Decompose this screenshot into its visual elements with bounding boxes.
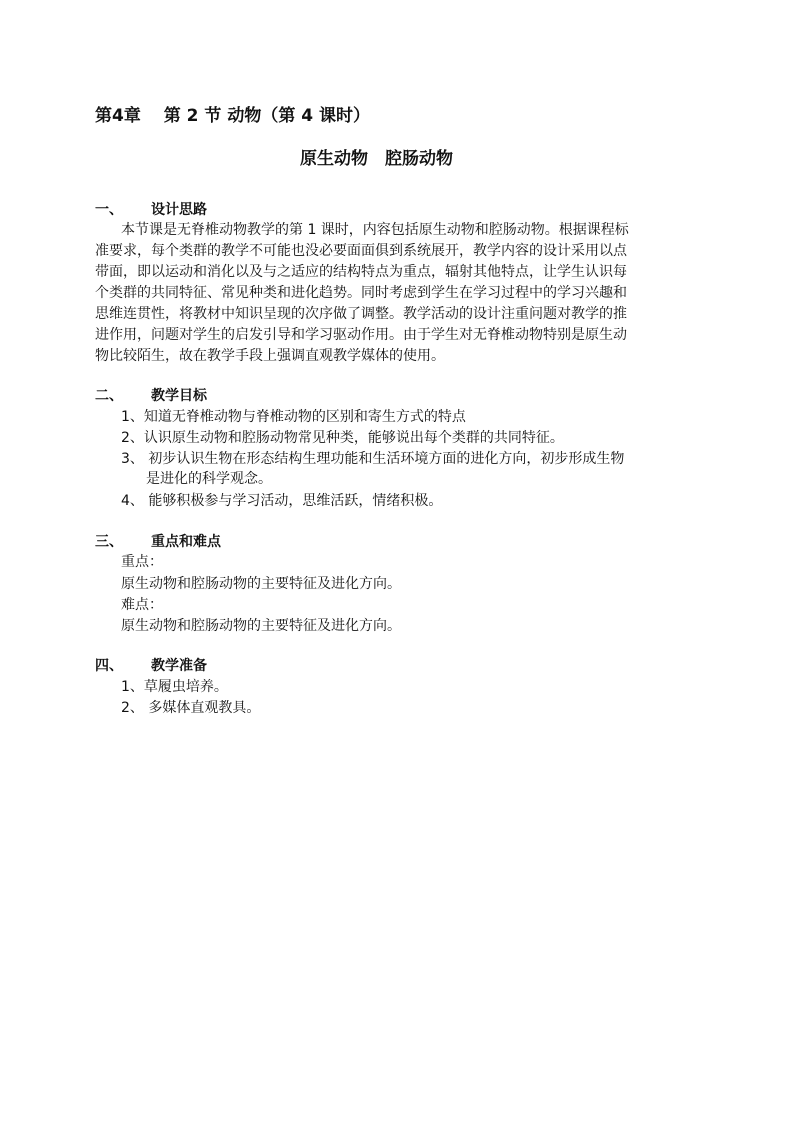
list-item: 原生动物和腔肠动物的主要特征及进化方向。 <box>121 618 401 634</box>
list-item: 重点： <box>121 554 163 570</box>
paragraph-line: 思维连贯性，将教材中知识呈现的次序做了调整。教学活动的设计注重问题对教学的推 <box>95 306 627 322</box>
section-heading-goals <box>95 386 395 406</box>
list-item: 1、草履虫培养。 <box>121 679 228 695</box>
section-heading-keypoints <box>95 532 395 552</box>
list-item: 原生动物和腔肠动物的主要特征及进化方向。 <box>121 576 401 592</box>
section-title: 重点和难点 <box>151 534 221 550</box>
paragraph-line: 准要求，每个类群的教学不可能也没必要面面俱到系统展开，教学内容的设计采用以点 <box>95 243 627 259</box>
list-item: 2、 多媒体直观教具。 <box>121 700 261 716</box>
section-number: 三、 <box>95 534 123 550</box>
section-title: 设计思路 <box>151 202 207 218</box>
list-item: 2、认识原生动物和腔肠动物常见种类，能够说出每个类群的共同特征。 <box>121 430 564 446</box>
paragraph-line: 进作用，问题对学生的启发引导和学习驱动作用。由于学生对无脊椎动物特别是原生动 <box>95 327 627 343</box>
list-item: 4、 能够积极参与学习活动，思维活跃，情绪积极。 <box>121 493 443 509</box>
section-number: 一、 <box>95 202 123 218</box>
list-item: 1、知道无脊椎动物与脊椎动物的区别和寄生方式的特点 <box>121 409 466 425</box>
paragraph-line: 物比较陌生，故在教学手段上强调直观教学媒体的使用。 <box>95 348 445 364</box>
paragraph-line: 带面，即以运动和消化以及与之适应的结构特点为重点，辐射其他特点，让学生认识每 <box>95 264 627 280</box>
section-title: 教学准备 <box>151 658 207 674</box>
chapter-heading: 第4章 第 2 节 动物（第 4 课时） <box>95 106 370 126</box>
section-heading-preparation <box>95 656 395 676</box>
paragraph-line: 本节课是无脊椎动物教学的第 1 课时，内容包括原生动物和腔肠动物。根据课程标 <box>121 222 629 238</box>
list-item: 难点： <box>121 597 163 613</box>
list-item: 3、 初步认识生物在形态结构生理功能和生活环境方面的进化方向，初步形成生物 <box>121 451 625 467</box>
section-title: 教学目标 <box>151 388 207 404</box>
section-number: 四、 <box>95 658 123 674</box>
list-item-continuation: 是进化的科学观念。 <box>146 471 272 487</box>
section-number: 二、 <box>95 388 123 404</box>
lesson-title: 原生动物 腔肠动物 <box>300 149 453 169</box>
paragraph-line: 个类群的共同特征、常见种类和进化趋势。同时考虑到学生在学习过程中的学习兴趣和 <box>95 285 627 301</box>
section-heading-design <box>95 200 395 220</box>
